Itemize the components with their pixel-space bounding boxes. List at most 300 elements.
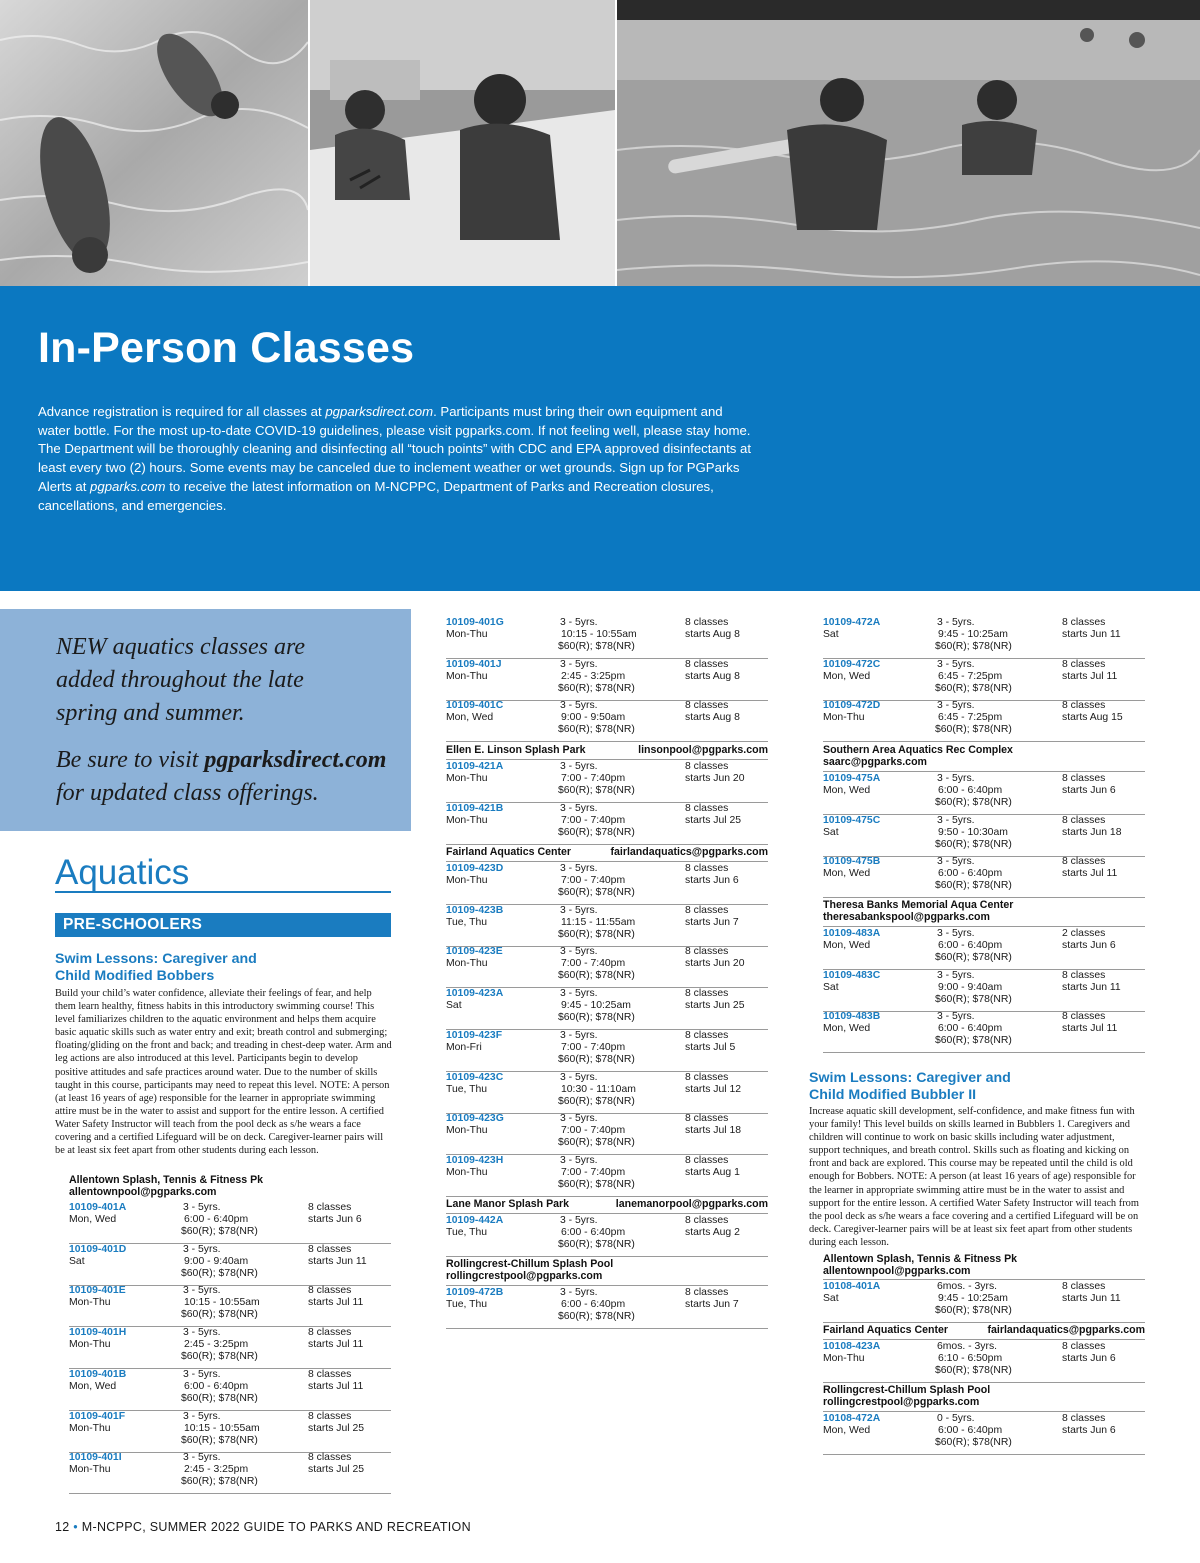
start-date: starts Aug 8 xyxy=(685,670,740,682)
class-days: Mon-Thu xyxy=(446,1125,488,1137)
class-code[interactable]: 10109-423F xyxy=(446,1029,503,1041)
pgparks-link[interactable]: pgparks.com xyxy=(90,478,166,494)
class-code[interactable]: 10109-423D xyxy=(446,863,504,874)
age-range: 3 - 5yrs. xyxy=(560,1113,598,1125)
class-code[interactable]: 10109-442A xyxy=(446,1215,504,1226)
class-days: Mon-Thu xyxy=(446,773,488,784)
age-range: 3 - 5yrs. xyxy=(560,988,598,1000)
class-row xyxy=(446,1287,768,1329)
class-count: 8 classes xyxy=(685,1113,729,1125)
class-count: 8 classes xyxy=(685,617,729,628)
class-days: Mon-Fri xyxy=(446,1041,482,1053)
age-range: 3 - 5yrs. xyxy=(560,1154,598,1166)
class-code[interactable]: 10109-472B xyxy=(446,1287,504,1298)
location-header: Allentown Splash, Tennis & Fitness Pk allentownpool@pgparks.com xyxy=(823,1254,1145,1280)
class-code[interactable]: 10109-423B xyxy=(446,904,504,916)
age-range: 3 - 5yrs. xyxy=(560,1287,598,1298)
separator: • xyxy=(73,1520,78,1534)
class-days: Sat xyxy=(823,1293,839,1304)
class-code[interactable]: 10109-483A xyxy=(823,928,881,939)
promo-line: added throughout the late xyxy=(56,667,304,693)
class-time: 6:45 - 7:25pm xyxy=(938,712,1003,724)
class-row xyxy=(446,988,768,1030)
page-footer xyxy=(55,1520,471,1534)
class-fee: $60(R); $78(NR) xyxy=(558,1178,635,1190)
class-fee: $60(R); $78(NR) xyxy=(935,724,1012,736)
class-code[interactable]: 10109-475A xyxy=(823,773,881,784)
class-count: 8 classes xyxy=(685,1071,729,1083)
start-date: starts Jun 6 xyxy=(1062,1425,1116,1436)
class-fee: $60(R); $78(NR) xyxy=(935,1305,1012,1316)
age-range: 3 - 5yrs. xyxy=(560,1029,598,1041)
class-days: Mon-Thu xyxy=(823,1353,865,1364)
class-fee: $60(R); $78(NR) xyxy=(558,1311,635,1322)
class-days: Mon-Thu xyxy=(446,958,488,970)
start-date: starts Jun 6 xyxy=(1062,940,1116,951)
class-row xyxy=(823,856,1145,898)
class-row xyxy=(823,617,1145,659)
photo-children-drawing xyxy=(308,0,615,286)
class-fee: $60(R); $78(NR) xyxy=(935,993,1012,1005)
start-date: starts Jul 11 xyxy=(308,1339,364,1351)
start-date: starts Jun 11 xyxy=(308,1255,367,1267)
class-time: 7:00 - 7:40pm xyxy=(561,958,626,970)
pgparksdirect-link[interactable]: pgparksdirect.com xyxy=(325,404,434,419)
start-date: starts Jun 6 xyxy=(685,875,739,886)
location-header: Theresa Banks Memorial Aqua Center theresabankspool@pgparks.com xyxy=(823,900,1145,927)
class-count: 8 classes xyxy=(685,988,729,1000)
class-row xyxy=(446,1030,768,1072)
age-range: 3 - 5yrs. xyxy=(560,946,598,958)
promo-line: spring and summer. xyxy=(56,700,245,726)
class-code[interactable]: 10109-472C xyxy=(823,658,881,670)
class-code[interactable]: 10109-401H xyxy=(69,1327,127,1339)
class-days: Mon, Wed xyxy=(446,712,494,724)
class-code[interactable]: 10109-483B xyxy=(823,1011,881,1023)
class-count: 8 classes xyxy=(685,1287,729,1298)
class-count: 8 classes xyxy=(1062,969,1106,981)
class-fee: $60(R); $78(NR) xyxy=(558,1053,635,1065)
class-row xyxy=(69,1327,391,1369)
promo-link[interactable]: pgparksdirect.com xyxy=(204,747,387,773)
class-fee: $60(R); $78(NR) xyxy=(935,880,1012,892)
class-days: Mon, Wed xyxy=(823,785,871,796)
start-date: starts Jun 20 xyxy=(685,958,745,970)
class-row xyxy=(69,1369,391,1411)
class-time: 11:15 - 11:55am xyxy=(561,916,636,928)
class-count: 8 classes xyxy=(1062,1341,1106,1352)
start-date: starts Aug 8 xyxy=(685,712,740,724)
age-range: 3 - 5yrs. xyxy=(560,700,598,712)
age-range: 3 - 5yrs. xyxy=(183,1202,221,1213)
class-time: 9:00 - 9:40am xyxy=(938,981,1003,993)
start-date: starts Jul 11 xyxy=(308,1380,364,1392)
class-days: Mon, Wed xyxy=(823,670,871,682)
age-range: 3 - 5yrs. xyxy=(937,814,975,826)
class-time: 6:00 - 6:40pm xyxy=(184,1380,249,1392)
class-row xyxy=(446,700,768,742)
class-days: Mon-Thu xyxy=(446,814,488,826)
class-code[interactable]: 10109-423G xyxy=(446,1113,504,1125)
class-fee: $60(R); $78(NR) xyxy=(558,1095,635,1107)
class-time: 6:00 - 6:40pm xyxy=(938,1023,1003,1035)
class-time: 10:15 - 10:55am xyxy=(184,1297,260,1309)
class-count: 8 classes xyxy=(308,1452,352,1464)
intro-paragraph: Advance registration is required for all classes at pgparksdirect.com. Participants must bring their own equipment and water bottle. For the most up-to-date COVID-19 guidelines, please visit pgparks.com. If not feeling well, please stay home. The Department will be thoroughly cleaning and disinfecting all “touch points” with CDC and EPA approved disinfectants at least every two (2) hours. Some events may be canceled due to inclement weather or wet grounds. Sign up for PGParks Alerts at pgparks.com to receive the latest information on M-NCPPC, Department of Parks and Recreation closures, cancellations, and emergencies. xyxy=(38,404,752,513)
start-date: starts Jun 25 xyxy=(685,1000,745,1012)
class-days: Mon-Thu xyxy=(69,1464,111,1476)
class-count: 8 classes xyxy=(308,1285,352,1297)
class-fee: $60(R); $78(NR) xyxy=(558,928,635,940)
class-time: 2:45 - 3:25pm xyxy=(184,1339,249,1351)
start-date: starts Jun 6 xyxy=(1062,1353,1116,1364)
class-time: 10:30 - 11:10am xyxy=(561,1083,636,1095)
class-fee: $60(R); $78(NR) xyxy=(558,887,635,898)
class-time: 6:00 - 6:40pm xyxy=(938,785,1003,796)
class-fee: $60(R); $78(NR) xyxy=(935,682,1012,694)
class-days: Mon, Wed xyxy=(823,1425,871,1436)
age-range: 3 - 5yrs. xyxy=(560,802,598,814)
class-fee: $60(R); $78(NR) xyxy=(181,1392,258,1404)
start-date: starts Jun 11 xyxy=(1062,629,1121,640)
class-row xyxy=(823,1281,1145,1323)
class-fee: $60(R); $78(NR) xyxy=(181,1434,258,1446)
page-number: 12 xyxy=(55,1520,70,1534)
class-row xyxy=(823,1413,1145,1455)
class-row xyxy=(823,773,1145,815)
class-fee: $60(R); $78(NR) xyxy=(558,641,635,652)
course-title: Swim Lessons: Caregiver and Child Modified Bubbler II xyxy=(809,1070,1011,1103)
start-date: starts Jun 18 xyxy=(1062,826,1122,838)
promo-line: for updated class offerings. xyxy=(56,780,319,806)
class-fee: $60(R); $78(NR) xyxy=(558,826,635,838)
course-title: Swim Lessons: Caregiver and Child Modified Bobbers xyxy=(55,951,257,984)
class-days: Mon, Wed xyxy=(823,940,871,951)
class-count: 8 classes xyxy=(685,946,729,958)
class-time: 2:45 - 3:25pm xyxy=(561,670,626,682)
class-row xyxy=(446,1072,768,1114)
age-range: 3 - 5yrs. xyxy=(937,617,975,628)
start-date: starts Jul 11 xyxy=(1062,1023,1118,1035)
location-header: Rollingcrest-Chillum Splash Pool rollingcrestpool@pgparks.com xyxy=(446,1259,768,1286)
start-date: starts Jul 25 xyxy=(308,1464,365,1476)
class-row xyxy=(446,803,768,845)
class-row xyxy=(823,1011,1145,1053)
class-code[interactable]: 10109-401B xyxy=(69,1368,127,1380)
class-count: 8 classes xyxy=(1062,700,1106,712)
class-days: Mon, Wed xyxy=(69,1214,117,1225)
class-count: 2 classes xyxy=(1062,928,1106,939)
class-count: 8 classes xyxy=(308,1368,352,1380)
class-fee: $60(R); $78(NR) xyxy=(181,1309,258,1321)
class-count: 8 classes xyxy=(685,1215,729,1226)
class-count: 8 classes xyxy=(685,863,729,874)
age-range: 6mos. - 3yrs. xyxy=(937,1281,998,1292)
start-date: starts Jun 7 xyxy=(685,1299,739,1310)
class-row xyxy=(823,700,1145,742)
promo-line: NEW aquatics classes are xyxy=(56,634,306,660)
class-code[interactable]: 10109-475C xyxy=(823,814,881,826)
course-description: Build your child’s water confidence, alleviate their feelings of fear, and help them learn healthy, fitness habits in this introductory swimming course! This level familiarizes children to the aquatic environment and helps them acquire basic aquatic skills such as water entry and exit; breath control and submerging; floating/gliding on the front and back; and treading in chest-deep water. Arm and leg actions are also introduced at this level. Participants begin to develop positive attitudes and safe practices around water. Due to the number of skills taught in this course, participants may need to repeat this level. NOTE: A person (at least 16 years of age) responsible for the learner in appropriate swimming attire must be in the water to assist and support for the entire lesson. A certified Water Safety Instructor will teach from the pool deck as s/he wears a face covering and a certified Lifeguard will be on deck. Caregiver-learner pairs will be at least six feet apart from other students during each lesson. xyxy=(55,988,392,1157)
class-code[interactable]: 10109-421A xyxy=(446,761,504,772)
promo-line: Be sure to visit pgparksdirect.com xyxy=(56,747,387,773)
class-fee: $60(R); $78(NR) xyxy=(935,952,1012,963)
location-header: Ellen E. Linson Splash Park linsonpool@pgparks.com xyxy=(446,745,768,760)
class-row xyxy=(69,1202,391,1244)
class-time: 9:00 - 9:50am xyxy=(561,712,626,724)
class-time: 9:45 - 10:25am xyxy=(561,1000,631,1012)
photo-strip xyxy=(0,0,1200,286)
start-date: starts Jul 11 xyxy=(1062,670,1118,682)
start-date: starts Jul 25 xyxy=(685,814,742,826)
class-time: 7:00 - 7:40pm xyxy=(561,1166,626,1178)
start-date: starts Jun 6 xyxy=(308,1214,362,1225)
start-date: starts Jul 12 xyxy=(685,1083,742,1095)
class-code[interactable]: 10109-401F xyxy=(69,1410,126,1422)
start-date: starts Jul 11 xyxy=(1062,868,1118,880)
hero-banner xyxy=(0,286,1200,591)
start-date: starts Aug 1 xyxy=(685,1166,740,1178)
age-range: 6mos. - 3yrs. xyxy=(937,1341,998,1352)
class-row xyxy=(446,761,768,803)
class-fee: $60(R); $78(NR) xyxy=(935,838,1012,850)
class-time: 7:00 - 7:40pm xyxy=(561,814,626,826)
class-row xyxy=(823,815,1145,857)
class-days: Sat xyxy=(823,629,839,640)
age-range: 3 - 5yrs. xyxy=(937,658,975,670)
class-row xyxy=(823,659,1145,701)
age-range: 3 - 5yrs. xyxy=(183,1243,221,1255)
class-count: 8 classes xyxy=(1062,1011,1106,1023)
class-time: 7:00 - 7:40pm xyxy=(561,773,626,784)
age-range: 3 - 5yrs. xyxy=(183,1285,221,1297)
age-range: 3 - 5yrs. xyxy=(183,1452,221,1464)
class-time: 10:15 - 10:55am xyxy=(561,629,637,640)
location-header: Lane Manor Splash Park lanemanorpool@pgparks.com xyxy=(446,1199,768,1214)
location-header: Fairland Aquatics Center fairlandaquatics@pgparks.com xyxy=(446,847,768,862)
class-code[interactable]: 10108-401A xyxy=(823,1281,881,1292)
class-count: 8 classes xyxy=(1062,658,1106,670)
class-fee: $60(R); $78(NR) xyxy=(935,1437,1012,1448)
class-count: 8 classes xyxy=(685,904,729,916)
class-days: Sat xyxy=(823,826,839,838)
class-days: Mon-Thu xyxy=(69,1297,111,1309)
class-days: Mon, Wed xyxy=(823,1023,871,1035)
class-time: 9:50 - 10:30am xyxy=(938,826,1008,838)
class-time: 2:45 - 3:25pm xyxy=(184,1464,249,1476)
class-days: Mon-Thu xyxy=(446,629,488,640)
class-count: 8 classes xyxy=(685,1029,729,1041)
class-fee: $60(R); $78(NR) xyxy=(935,641,1012,652)
class-count: 8 classes xyxy=(308,1327,352,1339)
class-count: 8 classes xyxy=(1062,814,1106,826)
class-fee: $60(R); $78(NR) xyxy=(558,970,635,982)
class-fee: $60(R); $78(NR) xyxy=(558,1137,635,1149)
class-row xyxy=(446,863,768,905)
start-date: starts Jun 11 xyxy=(1062,1293,1121,1304)
start-date: starts Jun 11 xyxy=(1062,981,1121,993)
age-range: 0 - 5yrs. xyxy=(937,1413,975,1424)
class-code[interactable]: 10109-423E xyxy=(446,946,503,958)
start-date: starts Jul 5 xyxy=(685,1041,736,1053)
class-code[interactable]: 10109-423C xyxy=(446,1071,504,1083)
class-fee: $60(R); $78(NR) xyxy=(935,1035,1012,1047)
location-header: Fairland Aquatics Center fairlandaquatics@pgparks.com xyxy=(823,1325,1145,1340)
class-code[interactable]: 10109-401I xyxy=(69,1452,122,1464)
class-row xyxy=(69,1452,391,1494)
location-header: Rollingcrest-Chillum Splash Pool rollingcrestpool@pgparks.com xyxy=(823,1385,1145,1412)
start-date: starts Aug 2 xyxy=(685,1227,740,1238)
class-row xyxy=(823,1341,1145,1383)
class-count: 8 classes xyxy=(308,1202,352,1213)
category-bar: PRE-SCHOOLERS xyxy=(55,913,391,937)
age-range: 3 - 5yrs. xyxy=(560,658,598,670)
class-days: Tue, Thu xyxy=(446,1299,488,1310)
class-days: Tue, Thu xyxy=(446,1083,488,1095)
class-row xyxy=(823,928,1145,970)
class-count: 8 classes xyxy=(685,658,729,670)
start-date: starts Jun 6 xyxy=(1062,785,1116,796)
class-fee: $60(R); $78(NR) xyxy=(558,1012,635,1024)
class-time: 6:00 - 6:40pm xyxy=(938,1425,1003,1436)
class-fee: $60(R); $78(NR) xyxy=(181,1351,258,1363)
class-code[interactable]: 10109-423H xyxy=(446,1154,504,1166)
age-range: 3 - 5yrs. xyxy=(937,856,975,868)
class-fee: $60(R); $78(NR) xyxy=(558,1239,635,1250)
class-time: 6:00 - 6:40pm xyxy=(184,1214,249,1225)
class-time: 6:45 - 7:25pm xyxy=(938,670,1003,682)
start-date: starts Jun 20 xyxy=(685,773,745,784)
start-date: starts Jun 7 xyxy=(685,916,739,928)
class-code[interactable]: 10108-472A xyxy=(823,1413,881,1424)
class-days: Mon-Thu xyxy=(446,670,488,682)
class-days: Sat xyxy=(446,1000,462,1012)
class-code[interactable]: 10109-401E xyxy=(69,1285,126,1297)
class-time: 6:00 - 6:40pm xyxy=(938,940,1003,951)
class-fee: $60(R); $78(NR) xyxy=(181,1226,258,1237)
class-days: Mon-Thu xyxy=(446,875,488,886)
class-code[interactable]: 10109-421B xyxy=(446,802,504,814)
class-row xyxy=(446,905,768,947)
promo-box xyxy=(0,609,411,831)
class-count: 8 classes xyxy=(1062,1281,1106,1292)
age-range: 3 - 5yrs. xyxy=(183,1410,221,1422)
class-time: 9:45 - 10:25am xyxy=(938,1293,1008,1304)
age-range: 3 - 5yrs. xyxy=(183,1368,221,1380)
class-code[interactable]: 10108-423A xyxy=(823,1341,881,1352)
class-row xyxy=(446,617,768,659)
class-code[interactable]: 10109-475B xyxy=(823,856,881,868)
class-row xyxy=(69,1244,391,1286)
class-code[interactable]: 10109-483C xyxy=(823,969,881,981)
class-row xyxy=(446,659,768,701)
class-days: Mon-Thu xyxy=(69,1339,111,1351)
class-count: 8 classes xyxy=(685,1154,729,1166)
class-row xyxy=(69,1411,391,1453)
age-range: 3 - 5yrs. xyxy=(937,773,975,784)
class-days: Tue, Thu xyxy=(446,916,488,928)
class-time: 6:10 - 6:50pm xyxy=(938,1353,1003,1364)
class-count: 8 classes xyxy=(685,761,729,772)
class-row xyxy=(446,1215,768,1257)
class-row xyxy=(446,1113,768,1155)
class-code[interactable]: 10109-401A xyxy=(69,1202,127,1213)
class-count: 8 classes xyxy=(685,700,729,712)
class-row xyxy=(69,1285,391,1327)
age-range: 3 - 5yrs. xyxy=(560,863,598,874)
class-count: 8 classes xyxy=(1062,1413,1106,1424)
class-row xyxy=(823,970,1145,1012)
class-days: Tue, Thu xyxy=(446,1227,488,1238)
class-row xyxy=(446,1155,768,1197)
class-count: 8 classes xyxy=(308,1243,352,1255)
age-range: 3 - 5yrs. xyxy=(560,1071,598,1083)
class-fee: $60(R); $78(NR) xyxy=(181,1476,258,1488)
class-days: Mon, Wed xyxy=(823,868,871,880)
class-count: 8 classes xyxy=(1062,617,1106,628)
course-description: Increase aquatic skill development, self-confidence, and make fitness fun with your family! This level builds on skills learned in Bubblers 1. Caregivers and children will continue to work on basic skills including water adjustment, support techniques, and breath control. Skills such as floating and kicking on front and back are explored. This course may be repeated until the child is old enough for Bobbers. NOTE: A person (at least 16 years of age) responsible for the learner in appropriate swimming attire must be in the water to assist and support for the entire lesson. A certified Water Safety Instructor will teach from the pool deck as s/he wears a face covering and a certified Lifeguard will be on deck. Caregiver-learner pairs will be at least six feet apart from other students during each lesson. xyxy=(809,1106,1139,1248)
class-fee: $60(R); $78(NR) xyxy=(558,785,635,796)
section-title: Aquatics xyxy=(55,853,391,893)
class-fee: $60(R); $78(NR) xyxy=(558,682,635,694)
class-count: 8 classes xyxy=(308,1410,352,1422)
age-range: 3 - 5yrs. xyxy=(937,1011,975,1023)
class-fee: $60(R); $78(NR) xyxy=(181,1267,258,1279)
page-title: In-Person Classes xyxy=(38,324,415,372)
class-code[interactable]: 10109-401G xyxy=(446,617,504,628)
class-days: Sat xyxy=(823,981,839,993)
class-code[interactable]: 10109-401J xyxy=(446,658,502,670)
class-code[interactable]: 10109-472D xyxy=(823,700,881,712)
start-date: starts Jul 25 xyxy=(308,1422,365,1434)
start-date: starts Jul 18 xyxy=(685,1125,742,1137)
class-time: 6:00 - 6:40pm xyxy=(561,1227,626,1238)
age-range: 3 - 5yrs. xyxy=(560,1215,598,1226)
class-days: Sat xyxy=(69,1255,85,1267)
age-range: 3 - 5yrs. xyxy=(560,617,598,628)
class-time: 7:00 - 7:40pm xyxy=(561,1041,626,1053)
class-days: Mon-Thu xyxy=(446,1166,488,1178)
class-count: 8 classes xyxy=(1062,856,1106,868)
class-code[interactable]: 10109-401D xyxy=(69,1243,127,1255)
class-code[interactable]: 10109-472A xyxy=(823,617,881,628)
photo-swim-instructor xyxy=(615,0,1200,286)
class-days: Mon, Wed xyxy=(69,1380,117,1392)
class-time: 10:15 - 10:55am xyxy=(184,1422,260,1434)
class-row xyxy=(446,946,768,988)
age-range: 3 - 5yrs. xyxy=(937,700,975,712)
class-code[interactable]: 10109-423A xyxy=(446,988,504,1000)
class-fee: $60(R); $78(NR) xyxy=(935,1365,1012,1376)
publication-title: M-NCPPC, SUMMER 2022 GUIDE TO PARKS AND RECREATION xyxy=(81,1520,471,1534)
age-range: 3 - 5yrs. xyxy=(937,928,975,939)
age-range: 3 - 5yrs. xyxy=(560,904,598,916)
start-date: starts Aug 15 xyxy=(1062,712,1123,724)
start-date: starts Aug 8 xyxy=(685,629,740,640)
class-days: Mon-Thu xyxy=(823,712,865,724)
age-range: 3 - 5yrs. xyxy=(183,1327,221,1339)
class-count: 8 classes xyxy=(1062,773,1106,784)
class-fee: $60(R); $78(NR) xyxy=(935,797,1012,808)
photo-swimmers-floating xyxy=(0,0,308,286)
class-time: 6:00 - 6:40pm xyxy=(561,1299,626,1310)
class-count: 8 classes xyxy=(685,802,729,814)
class-code[interactable]: 10109-401C xyxy=(446,700,504,712)
start-date: starts Jul 11 xyxy=(308,1297,364,1309)
class-time: 9:45 - 10:25am xyxy=(938,629,1008,640)
age-range: 3 - 5yrs. xyxy=(560,761,598,772)
class-fee: $60(R); $78(NR) xyxy=(558,724,635,736)
